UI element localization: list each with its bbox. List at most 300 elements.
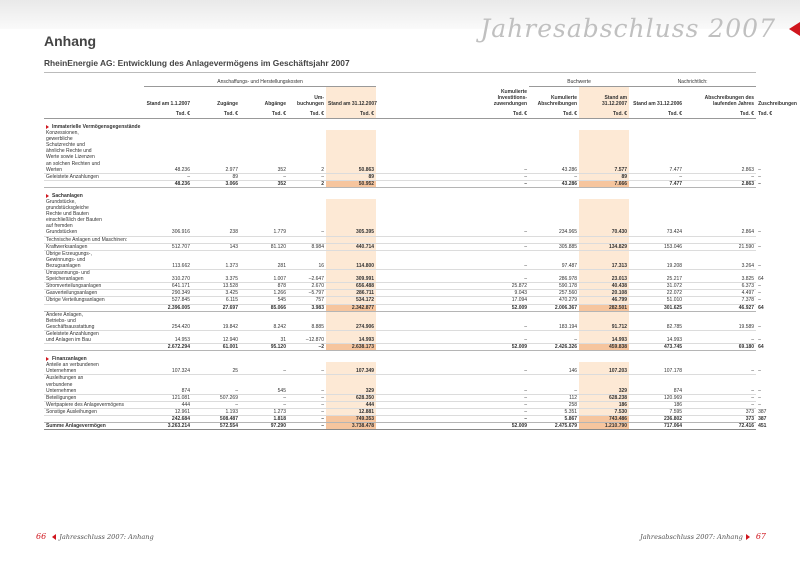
table-cell: 2.864 [684, 199, 756, 236]
table-cell: 1.779 [240, 199, 288, 236]
table-cell: 91.712 [579, 311, 629, 330]
table-cell: 19.589 [684, 311, 756, 330]
group-acquisition: Anschaffungs- und Herstellungskosten [144, 79, 376, 87]
table-row: Umspannungs- und Speicheranlagen 310.270 3.375 1.007 –2.647 309.991 – 286.978 23.013 25.217 3.825 64 [46, 270, 764, 283]
table-cell: 12.881 [326, 408, 376, 415]
table-cell: 43.286 [529, 130, 579, 173]
column-header: Stand am 31.12.2006 [633, 100, 683, 107]
table-cell: – [684, 401, 756, 408]
table-cell: 238 [192, 199, 240, 236]
table-cell: – [474, 173, 529, 180]
table-cell: 48.236 [144, 180, 192, 187]
footer-right-text: Jahresabschluss 2007: Anhang [640, 533, 743, 541]
table-cell: 572.554 [192, 423, 240, 430]
table-cell: 7.378 [684, 297, 756, 304]
table-cell: – [529, 375, 579, 394]
table-cell: 19.842 [192, 311, 240, 330]
unit-label: Tsd. € [529, 107, 579, 119]
table-cell: 73.424 [629, 199, 684, 236]
table-cell: – [474, 416, 529, 423]
table-row: Geleistete Anzahlungen und Anlagen im Bau 14.953 12.940 31 –12.870 14.993 – – 14.993 14.993 – – [46, 330, 761, 343]
table-cell [240, 236, 288, 243]
asset-table [44, 79, 797, 430]
section-heading: Anhang [44, 33, 97, 49]
table-cell [579, 236, 629, 243]
column-header: Stand am 31.12.2007 [579, 87, 629, 107]
table-row [44, 236, 756, 243]
table-cell: 2.638.173 [326, 344, 376, 351]
table-cell: 274.906 [326, 311, 376, 330]
table-cell: 7.477 [629, 180, 684, 187]
table-cell: 257.560 [529, 290, 579, 297]
table-cell: 254.420 [144, 311, 192, 330]
table-cell: 286.711 [326, 290, 376, 297]
table-title: RheinEnergie AG: Entwicklung des Anlagevermögens im Geschäftsjahr 2007 [44, 58, 350, 68]
table-cell: 7.595 [629, 408, 684, 415]
section-row [44, 351, 756, 363]
table-cell: 3.264 [684, 250, 756, 269]
table-cell: 50.863 [326, 130, 376, 173]
table-cell: – [288, 199, 326, 236]
table-cell: 3.375 [192, 270, 240, 283]
group-memo: Nachrichtlich: [629, 79, 756, 87]
table-row: Gasverteilungsanlagen 290.349 3.425 1.266 –5.797 286.711 9.043 257.560 20.108 22.072 4.497 – [46, 290, 761, 297]
table-cell: – [240, 394, 288, 401]
section-title: Immaterielle Vermögensgegenstände [52, 123, 141, 130]
table-cell: 107.349 [326, 362, 376, 375]
column-header: Zugänge [217, 100, 238, 107]
table-cell: – [474, 401, 529, 408]
table-cell: – [288, 423, 326, 430]
table-cell: 81.120 [240, 243, 288, 250]
subtotal-row: 2.396.005 27.697 85.066 3.983 2.342.877 52.009 2.006.367 282.501 301.625 46.927 64 [44, 304, 756, 311]
table-cell: 3.825 [684, 270, 756, 283]
table-cell: 95.120 [240, 344, 288, 351]
table-cell: 236.802 [629, 416, 684, 423]
table-row: Übrige Verteilungsanlagen 527.845 6.115 545 757 534.172 17.094 470.279 46.799 51.010 7.378 – [46, 297, 761, 304]
table-cell: 590.178 [529, 283, 579, 290]
table-row: Grundstücke, grundstücksgleiche Rechte und Bauten einschließlich der Bauten auf fremden Grundstücken 306.916 238 1.779 – 305.395 – 234.965 70.430 73.424 2.864 – [46, 199, 761, 236]
table-cell: 717.064 [629, 423, 684, 430]
table-cell: 85.066 [240, 304, 288, 311]
unit-label: Tsd. € [144, 107, 192, 119]
table-cell: 27.697 [192, 304, 240, 311]
table-cell: 5.867 [529, 416, 579, 423]
table-cell: 234.965 [529, 199, 579, 236]
table-cell: 641.171 [144, 283, 192, 290]
section-row [44, 118, 756, 130]
table-row: Konzessionen, gewerbliche Schutzrechte und ähnliche Rechte und Werte sowie Lizenzen an solchen Rechten und Werten 48.236 2.977 352 2 50.863 – 43.286 7.577 7.477 2.863 – [46, 130, 761, 173]
table-cell: 2.672.294 [144, 344, 192, 351]
table-row: Wertpapiere des Anlagevermögens 444 – – – 444 – 258 186 186 – – [46, 401, 761, 408]
table-cell: 473.745 [629, 344, 684, 351]
table-cell: 2.006.367 [529, 304, 579, 311]
table-cell: – [474, 270, 529, 283]
section-title: Sachanlagen [52, 192, 83, 199]
table-cell: 7.477 [629, 130, 684, 173]
section-row [44, 187, 756, 199]
row-label: Summe Anlagevermögen [46, 423, 106, 430]
table-cell: 4.497 [684, 290, 756, 297]
table-cell: 2.863 [684, 180, 756, 187]
table-cell: – [192, 375, 240, 394]
table-cell [192, 236, 240, 243]
table-cell: – [240, 401, 288, 408]
table-cell: 329 [326, 375, 376, 394]
table-row: Kraftwerksanlagen 512.707 143 81.120 8.984 440.714 – 305.885 134.829 153.046 21.590 – [46, 243, 761, 250]
table-cell: – [684, 394, 756, 401]
table-cell: 14.993 [326, 330, 376, 343]
table-cell: 14.993 [629, 330, 684, 343]
table-cell: – [474, 362, 529, 375]
table-cell: 8.984 [288, 243, 326, 250]
table-cell: 186 [579, 401, 629, 408]
table-row: Andere Anlagen, Betriebs- und Geschäftsausstattung 254.420 19.842 8.242 8.885 274.906 – 183.194 91.712 82.785 19.589 – [46, 311, 761, 330]
footer-left [36, 532, 154, 541]
table-cell: – [288, 416, 326, 423]
table-cell: 373 [684, 408, 756, 415]
table-cell: 52.009 [474, 423, 529, 430]
table-cell: 134.829 [579, 243, 629, 250]
table-cell: 146 [529, 362, 579, 375]
table-cell: – [288, 401, 326, 408]
table-cell [326, 236, 376, 243]
table-cell: 656.488 [326, 283, 376, 290]
subtotal-row: 2.672.294 61.001 95.120 –2 2.638.173 52.009 2.426.326 459.838 473.745 69.180 64 [44, 344, 756, 351]
table-cell: 23.013 [579, 270, 629, 283]
triangle-bullet-icon [46, 194, 49, 198]
table-cell: 46.799 [579, 297, 629, 304]
table-cell: 8.242 [240, 311, 288, 330]
table-cell: 444 [144, 401, 192, 408]
table-cell: 97.290 [240, 423, 288, 430]
table-cell: 628.238 [579, 394, 629, 401]
table-cell: 2.977 [192, 130, 240, 173]
table-row: Anteile an verbundenen Unternehmen 107.324 25 – – 107.349 – 146 107.203 107.178 – – [46, 362, 761, 375]
footer-left-text: Jahresschluss 2007: Anhang [59, 533, 154, 541]
row-label: Beteiligungen [46, 394, 77, 401]
table-cell: 757 [288, 297, 326, 304]
column-header: Kumulierte Abschreibungen [537, 94, 578, 107]
column-header: Abschreibungen des laufenden Jahres [704, 94, 755, 107]
row-label: Übrige Erzeugungs-, Gewinnungs- und Bezugsanlagen [46, 250, 92, 269]
table-cell: 3.425 [192, 290, 240, 297]
row-label: Technische Anlagen und Maschinen: [46, 236, 128, 243]
table-cell: 70.430 [579, 199, 629, 236]
total-row: Summe Anlagevermögen 3.263.214 572.554 97.290 – 3.738.478 52.009 2.475.679 1.210.790 717.064 72.416 451 [46, 423, 767, 430]
table-cell: – [684, 330, 756, 343]
row-label: Geleistete Anzahlungen [46, 173, 99, 180]
table-cell: – [474, 330, 529, 343]
table-cell: 3.738.478 [326, 423, 376, 430]
table-cell: 3.066 [192, 180, 240, 187]
table-cell: 14.953 [144, 330, 192, 343]
row-label: Grundstücke, grundstücksgleiche Rechte und Bauten einschließlich der Bauten auf fremden Grundstücken [46, 199, 102, 236]
unit-label: Tsd. € [474, 107, 529, 119]
table-cell: 305.885 [529, 243, 579, 250]
table-cell: 440.714 [326, 243, 376, 250]
table-cell: 89 [579, 173, 629, 180]
table-cell: 459.838 [579, 344, 629, 351]
table-cell: 52.009 [474, 304, 529, 311]
table-cell: – [474, 199, 529, 236]
table-cell: 6.115 [192, 297, 240, 304]
page-number-right: 67 [755, 532, 766, 541]
triangle-bullet-icon [46, 125, 49, 129]
brand-title: Jahresabschluss 2007 [480, 14, 776, 43]
table-cell: 242.684 [144, 416, 192, 423]
table-cell: 43.286 [529, 180, 579, 187]
table-row: Sonstige Ausleihungen 12.961 1.193 1.273 – 12.881 – 5.351 7.530 7.595 373 387 [46, 408, 767, 415]
unit-row: Tsd. € Tsd. € Tsd. € Tsd. € Tsd. € Tsd. € Tsd. € Tsd. € Tsd. € Tsd. € Tsd. € [44, 107, 756, 119]
table-cell: 52.009 [474, 344, 529, 351]
table-cell: – [684, 362, 756, 375]
table-cell: – [474, 180, 529, 187]
table-cell: 470.279 [529, 297, 579, 304]
unit-label: Tsd. € [684, 107, 756, 119]
table-cell [684, 236, 756, 243]
table-cell: 48.236 [144, 130, 192, 173]
table-cell: 107.178 [629, 362, 684, 375]
table-cell: – [474, 311, 529, 330]
table-cell: 534.172 [326, 297, 376, 304]
table-cell: 628.350 [326, 394, 376, 401]
unit-label: Tsd. € [326, 107, 376, 119]
subtotal-row: 242.684 508.487 1.818 – 749.353 – 5.867 743.486 236.802 373 387 [44, 416, 756, 423]
table-cell: – [474, 375, 529, 394]
table-cell: 14.993 [579, 330, 629, 343]
row-label: Stromverteilungsanlagen [46, 283, 102, 290]
table-cell: 352 [240, 130, 288, 173]
table-row: Übrige Erzeugungs-, Gewinnungs- und Bezugsanlagen 113.662 1.373 281 16 114.800 – 97.487 17.313 19.208 3.264 – [46, 250, 761, 269]
table-cell: 749.353 [326, 416, 376, 423]
table-cell: 281 [240, 250, 288, 269]
table-cell: –12.870 [288, 330, 326, 343]
page-number-left: 66 [36, 532, 47, 541]
table-cell: 46.927 [684, 304, 756, 311]
table-cell: 1.373 [192, 250, 240, 269]
table-cell: 112 [529, 394, 579, 401]
table-cell: 114.800 [326, 250, 376, 269]
table-cell: – [474, 394, 529, 401]
table-cell [629, 236, 684, 243]
table-cell: 183.194 [529, 311, 579, 330]
table-cell: – [288, 173, 326, 180]
table-cell: 25.217 [629, 270, 684, 283]
table-cell: 153.046 [629, 243, 684, 250]
table-cell: 107.203 [579, 362, 629, 375]
table-cell: 286.978 [529, 270, 579, 283]
table-cell: 5.351 [529, 408, 579, 415]
column-header: Kumulierte Investitions-zuwendungen [493, 88, 528, 107]
triangle-left-icon [52, 534, 56, 540]
table-cell: 143 [192, 243, 240, 250]
table-cell: 2 [288, 130, 326, 173]
table-cell: 82.785 [629, 311, 684, 330]
table-cell [529, 236, 579, 243]
section-title: Finanzanlagen [52, 356, 87, 363]
table-cell: 310.270 [144, 270, 192, 283]
table-cell: 17.313 [579, 250, 629, 269]
unit-label: Tsd. € [240, 107, 288, 119]
table-body [44, 118, 767, 430]
table-cell: 874 [629, 375, 684, 394]
table-cell: 25 [192, 362, 240, 375]
table-cell: 508.487 [192, 416, 240, 423]
table-cell: 22.072 [629, 290, 684, 297]
row-label: Kraftwerksanlagen [46, 243, 88, 250]
table-cell: –5.797 [288, 290, 326, 297]
row-label: Übrige Verteilungsanlagen [46, 297, 105, 304]
unit-label: Tsd. € [629, 107, 684, 119]
table-cell: 120.969 [629, 394, 684, 401]
table-cell: – [240, 173, 288, 180]
table-cell: 40.438 [579, 283, 629, 290]
row-label: Anteile an verbundenen Unternehmen [46, 362, 99, 375]
table-row: Stromverteilungsanlagen 641.171 13.528 878 2.670 656.488 25.872 590.178 40.438 31.072 6.373 – [46, 283, 761, 290]
table-cell: 329 [579, 375, 629, 394]
triangle-right-icon [746, 534, 750, 540]
column-header: Abgänge [264, 100, 286, 107]
table-cell: 1.193 [192, 408, 240, 415]
row-label: Ausleihungen an verbundene Unternehmen [46, 375, 84, 394]
table-cell: 305.395 [326, 199, 376, 236]
table-cell: 3.263.214 [144, 423, 192, 430]
row-label: Umspannungs- und Speicheranlagen [46, 270, 90, 283]
table-cell: 352 [240, 180, 288, 187]
table-cell: – [474, 243, 529, 250]
table-cell: 2.670 [288, 283, 326, 290]
table-cell: – [629, 173, 684, 180]
group-book-values: Buchwerte [529, 79, 629, 87]
table-cell: – [474, 408, 529, 415]
table-cell: 2.396.005 [144, 304, 192, 311]
table-cell: – [474, 250, 529, 269]
table-row: Beteiligungen 121.081 507.269 – – 628.350 – 112 628.238 120.969 – – [46, 394, 761, 401]
table-cell: 17.094 [474, 297, 529, 304]
table-cell: 7.530 [579, 408, 629, 415]
table-cell: 16 [288, 250, 326, 269]
table-cell: 1.818 [240, 416, 288, 423]
table-cell [288, 236, 326, 243]
table-cell: 507.269 [192, 394, 240, 401]
table-cell: 1.007 [240, 270, 288, 283]
table-cell: 6.373 [684, 283, 756, 290]
table-cell: 20.108 [579, 290, 629, 297]
table-cell: 258 [529, 401, 579, 408]
table-cell: 19.208 [629, 250, 684, 269]
table-cell: – [529, 173, 579, 180]
table-cell: 444 [326, 401, 376, 408]
table-cell: 13.528 [192, 283, 240, 290]
table-cell: 12.961 [144, 408, 192, 415]
table-row: Geleistete Anzahlungen – 89 – – 89 – – 89 – – – [46, 173, 761, 180]
row-label: Andere Anlagen, Betriebs- und Geschäftsausstattung [46, 311, 95, 330]
table-cell: 7.577 [579, 130, 629, 173]
column-header: Stand am 1.1.2007 [146, 100, 190, 107]
table-cell: 61.001 [192, 344, 240, 351]
table-cell [144, 236, 192, 243]
table-cell: 121.081 [144, 394, 192, 401]
unit-label: Tsd. € [579, 107, 629, 119]
table-cell: – [192, 401, 240, 408]
row-label: Gasverteilungsanlagen [46, 290, 98, 297]
table-cell: –2.647 [288, 270, 326, 283]
table-cell: 9.043 [474, 290, 529, 297]
table-cell: 113.662 [144, 250, 192, 269]
table-cell: 107.324 [144, 362, 192, 375]
table-cell: 186 [629, 401, 684, 408]
table-cell: 12.940 [192, 330, 240, 343]
table-cell: 743.486 [579, 416, 629, 423]
table-cell: 874 [144, 375, 192, 394]
table-cell: 31.072 [629, 283, 684, 290]
table-cell: 306.916 [144, 199, 192, 236]
table-cell: – [240, 362, 288, 375]
table-cell: 1.273 [240, 408, 288, 415]
table-cell: 25.872 [474, 283, 529, 290]
row-label: Geleistete Anzahlungen und Anlagen im Bau [46, 330, 99, 343]
table-cell: 69.180 [684, 344, 756, 351]
table-cell: 51.010 [629, 297, 684, 304]
table-cell: 301.625 [629, 304, 684, 311]
subtotal-row: 48.236 3.066 352 2 50.952 – 43.286 7.666 7.477 2.863 – [44, 180, 756, 187]
table-cell: 89 [326, 173, 376, 180]
table-cell: – [684, 173, 756, 180]
table-cell: 72.416 [684, 423, 756, 430]
column-header: Stand am 31.12.2007 [326, 87, 376, 107]
table-cell: 373 [684, 416, 756, 423]
table-cell: 512.707 [144, 243, 192, 250]
row-label: Konzessionen, gewerbliche Schutzrechte und ähnliche Rechte und Werte sowie Lizenzen an solchen Rechten und Werten [46, 130, 100, 173]
table-cell: 1.210.790 [579, 423, 629, 430]
column-header: Um-buchungen [297, 94, 324, 107]
table-cell: 3.983 [288, 304, 326, 311]
table-cell: 7.666 [579, 180, 629, 187]
row-label: Sonstige Ausleihungen [46, 408, 97, 415]
table-cell: – [144, 173, 192, 180]
footer-right [640, 532, 766, 541]
table-cell [474, 236, 529, 243]
table-cell: 282.501 [579, 304, 629, 311]
table-cell: 89 [192, 173, 240, 180]
table-cell: 50.952 [326, 180, 376, 187]
table-row: Ausleihungen an verbundene Unternehmen 874 – 545 – 329 – – 329 874 – – [46, 375, 761, 394]
table-cell: 545 [240, 297, 288, 304]
table-cell: 878 [240, 283, 288, 290]
unit-label: Tsd. € [192, 107, 240, 119]
table-cell: 2.863 [684, 130, 756, 173]
table-cell: 2.342.877 [326, 304, 376, 311]
table-cell: 2.475.679 [529, 423, 579, 430]
table-cell: 31 [240, 330, 288, 343]
table-cell: 2.426.326 [529, 344, 579, 351]
table-cell: – [288, 362, 326, 375]
table-cell: 2 [288, 180, 326, 187]
table-cell: 545 [240, 375, 288, 394]
table-cell: – [288, 394, 326, 401]
table-cell: –2 [288, 344, 326, 351]
table-cell: 97.487 [529, 250, 579, 269]
table-cell: 309.991 [326, 270, 376, 283]
table-cell: – [288, 375, 326, 394]
table-cell: 1.266 [240, 290, 288, 297]
group-header-row [44, 79, 756, 87]
table-cell: – [288, 408, 326, 415]
title-rule [44, 72, 756, 73]
table-cell: 527.845 [144, 297, 192, 304]
column-header-row: Stand am 1.1.2007 Zugänge Abgänge Um-buchungen Stand am 31.12.2007 Kumulierte Investitions-zuwendungen Kumulierte Abschreibungen Stand am 31.12.2007 Stand am 31.12.2006 Abschreibungen des laufenden Jahres Zuschreibungen [44, 87, 756, 107]
